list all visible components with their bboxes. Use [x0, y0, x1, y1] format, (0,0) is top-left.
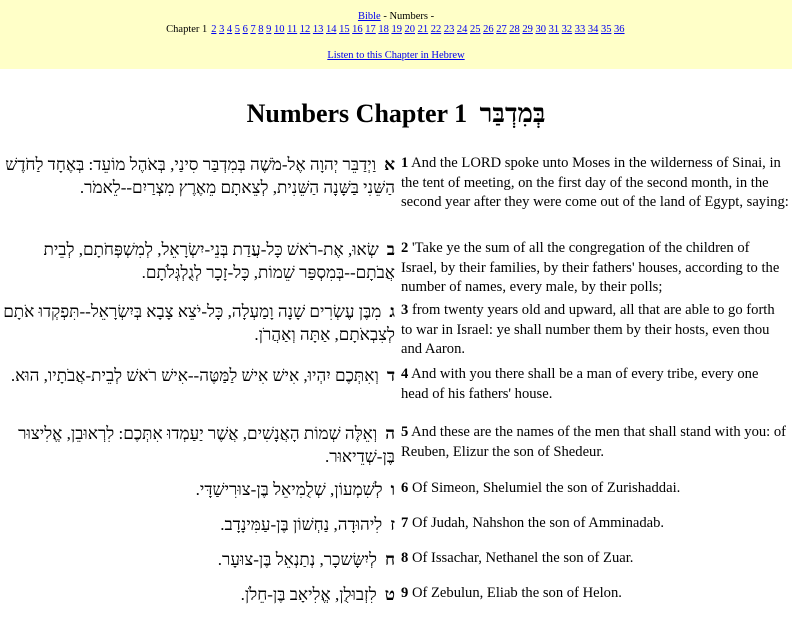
verse-table [0, 153, 792, 618]
chapter-link[interactable]: 14 [325, 24, 337, 35]
chapter-link[interactable]: 18 [378, 24, 389, 35]
chapter-link[interactable]: 8 [258, 24, 264, 35]
chapter-link[interactable]: 11 [287, 24, 298, 35]
english-verse-number: 8 [401, 550, 409, 566]
hebrew-verse-text [0, 238, 395, 284]
page-title [0, 98, 792, 130]
english-verse-content: from twenty years old and upward, all that are able to go forth to war in Israel: ye shall number them by their hosts, even thou and Aaron. [401, 302, 775, 357]
navigation-bar [0, 0, 792, 69]
verse-row [0, 238, 792, 300]
page-title-hebrew: בְּמִדְבַּר [479, 99, 546, 128]
chapter-link[interactable]: 20 [404, 24, 416, 35]
chapter-link[interactable]: 10 [273, 24, 285, 35]
hebrew-verse-text [0, 300, 395, 346]
english-verse-content: And the LORD spoke unto Moses in the wilderness of Sinai, in the tent of meeting, on the first day of the second month, in the second year after they were come out of the land of Egypt, saying: [401, 155, 789, 210]
page-title-english: Numbers Chapter 1 [246, 99, 468, 128]
chapter-link[interactable]: 22 [430, 24, 442, 35]
chapter-link[interactable]: 36 [614, 24, 625, 35]
chapter-link[interactable]: 31 [548, 24, 560, 35]
english-verse-number: 7 [401, 515, 409, 531]
verse-row [0, 422, 792, 478]
chapter-link[interactable]: 30 [535, 24, 546, 35]
hebrew-verse-content: מִבֶּן עֶשְׂרִים שָׁנָה וָמַעְלָה, כָּל-יֹצֵא צָבָא בְּיִשְׂרָאֵל--תִּפְקְדוּ אֹתָם לְצִבְאֹתָם, אַתָּה וְאַהֲרֹן. [3, 302, 395, 344]
verse-row [0, 364, 792, 422]
english-verse-number: 3 [401, 302, 409, 318]
english-verse-number: 1 [401, 155, 409, 171]
chapter-link[interactable]: 15 [339, 24, 350, 35]
english-verse-number: 9 [401, 585, 409, 601]
english-verse-number: 2 [401, 240, 409, 256]
chapter-link[interactable]: 24 [456, 24, 468, 35]
hebrew-verse-content: לִיהוּדָה, נַחְשׁוֹן בֶּן-עַמִּינָדָב. [220, 515, 383, 534]
hebrew-verse-number: ג [389, 302, 395, 321]
english-verse-text [401, 365, 789, 404]
english-verse-number: 4 [401, 366, 409, 382]
hebrew-verse-number: א [384, 155, 395, 174]
hebrew-verse-number: ז [390, 515, 395, 534]
hebrew-verse-content: וְאִתְּכֶם יִהְיוּ, אִישׁ אִישׁ לַמַּטֶּה--אִישׁ רֹאשׁ לְבֵית-אֲבֹתָיו, הוּא. [10, 366, 379, 385]
verse-row [0, 513, 792, 548]
chapter-link[interactable]: 2 [211, 24, 217, 35]
hebrew-verse-number: ב [386, 240, 395, 259]
chapter-link[interactable]: 7 [250, 24, 256, 35]
english-verse-number: 6 [401, 480, 409, 496]
verse-row [0, 300, 792, 364]
english-verse-text [401, 584, 789, 604]
verse-row [0, 153, 792, 238]
english-verse-content: Of Issachar, Nethanel the son of Zuar. [411, 550, 634, 566]
chapter-link[interactable]: 19 [391, 24, 402, 35]
hebrew-verse-content: לְיִשָּׂשכָר, נְתַנְאֵל בֶּן-צוּעָר. [217, 550, 377, 569]
chapter-link[interactable]: 34 [587, 24, 599, 35]
breadcrumb-separator: - [380, 11, 390, 22]
chapter-links [210, 24, 626, 35]
hebrew-verse-number: ה [385, 424, 395, 443]
hebrew-verse-text [0, 422, 395, 468]
verse-row [0, 583, 792, 618]
english-verse-content: Of Simeon, Shelumiel the son of Zurishaddai. [411, 480, 681, 496]
chapter-link[interactable]: 17 [365, 24, 376, 35]
english-verse-content: 'Take ye the sum of all the congregation of the children of Israel, by their families, by their fathers' houses, according to the number of names, every male, by their polls; [401, 240, 780, 295]
hebrew-verse-text [0, 478, 395, 501]
hebrew-verse-text [0, 153, 395, 199]
chapter-link[interactable]: 6 [242, 24, 248, 35]
chapter-link[interactable]: 12 [299, 24, 311, 35]
chapter-link[interactable]: 29 [522, 24, 533, 35]
english-verse-number: 5 [401, 424, 409, 440]
hebrew-verse-text [0, 513, 395, 536]
chapter-link[interactable]: 5 [234, 24, 240, 35]
breadcrumb-book: Numbers [389, 11, 428, 22]
chapter-link[interactable]: 16 [352, 24, 363, 35]
hebrew-verse-text [0, 364, 395, 387]
hebrew-verse-number: ח [384, 550, 395, 569]
english-verse-text [401, 514, 789, 534]
english-verse-text [401, 423, 789, 462]
chapter-link[interactable]: 27 [496, 24, 507, 35]
hebrew-verse-content: לְשִׁמְעוֹן, שְׁלֻמִיאֵל בֶּן-צוּרִישַׁדָּי. [195, 480, 383, 499]
english-verse-text [401, 239, 789, 298]
bible-link[interactable]: Bible [357, 11, 381, 22]
verse-row [0, 478, 792, 513]
chapter-link[interactable]: 33 [574, 24, 586, 35]
chapter-link[interactable]: 3 [219, 24, 225, 35]
english-verse-content: Of Zebulun, Eliab the son of Helon. [411, 585, 622, 601]
chapter-link[interactable]: 13 [312, 24, 324, 35]
hebrew-verse-number: ד [386, 366, 395, 385]
breadcrumb-trail: - [427, 11, 435, 22]
hebrew-verse-content: לִזְבוּלֻן, אֱלִיאָב בֶּן-חֵלֹן. [240, 585, 377, 604]
hebrew-verse-number: ט [384, 585, 395, 604]
current-chapter-label: Chapter 1 [166, 24, 208, 35]
listen-row [0, 49, 792, 62]
chapter-link[interactable]: 35 [600, 24, 612, 35]
chapter-link[interactable]: 4 [226, 24, 233, 35]
chapter-link[interactable]: 9 [266, 24, 272, 35]
hebrew-verse-number: ו [390, 480, 395, 499]
english-verse-content: Of Judah, Nahshon the son of Amminadab. [411, 515, 665, 531]
english-verse-text [401, 301, 789, 360]
hebrew-verse-content: וַיְדַבֵּר יְהוָה אֶל-מֹשֶׁה בְּמִדְבַּר סִינַי, בְּאֹהֶל מוֹעֵד: בְּאֶחָד לַחֹדֶשׁ הַשֵּׁנִי בַּשָּׁנָה הַשֵּׁנִית, לְצֵאתָם מֵאֶרֶץ מִצְרַיִם--לֵאמֹר. [5, 155, 395, 197]
breadcrumb [0, 10, 792, 23]
verse-row [0, 548, 792, 583]
chapter-link[interactable]: 32 [561, 24, 573, 35]
english-verse-text [401, 549, 789, 569]
chapter-link[interactable]: 21 [417, 24, 429, 35]
english-verse-text [401, 479, 789, 499]
hebrew-verse-content: שְׂאוּ, אֶת-רֹאשׁ כָּל-עֲדַת בְּנֵי-יִשְׂרָאֵל, לְמִשְׁפְּחֹתָם, לְבֵית אֲבֹתָם--בְּמִסְפַּר שֵׁמוֹת, כָּל-זָכָר לְגֻלְגְּלֹתָם. [43, 240, 395, 282]
chapter-link[interactable]: 28 [509, 24, 520, 35]
hebrew-verse-content: וְאֵלֶּה שְׁמוֹת הָאֲנָשִׁים, אֲשֶׁר יַעַמְדוּ אִתְּכֶם: לִרְאוּבֵן, אֱלִיצוּר בֶּן-שְׁדֵיאוּר. [18, 424, 395, 466]
chapter-link[interactable]: 26 [483, 24, 494, 35]
english-verse-content: And these are the names of the men that shall stand with you: of Reuben, Elizur the son of Shedeur. [401, 424, 787, 460]
chapter-list [0, 23, 792, 36]
chapter-link[interactable]: 23 [443, 24, 455, 35]
english-verse-content: And with you there shall be a man of every tribe, every one head of his fathers' house. [401, 366, 759, 402]
english-verse-text [401, 154, 789, 213]
listen-hebrew-link[interactable]: Listen to this Chapter in Hebrew [327, 50, 465, 61]
hebrew-verse-text [0, 548, 395, 571]
hebrew-verse-text [0, 583, 395, 606]
chapter-link[interactable]: 25 [470, 24, 481, 35]
